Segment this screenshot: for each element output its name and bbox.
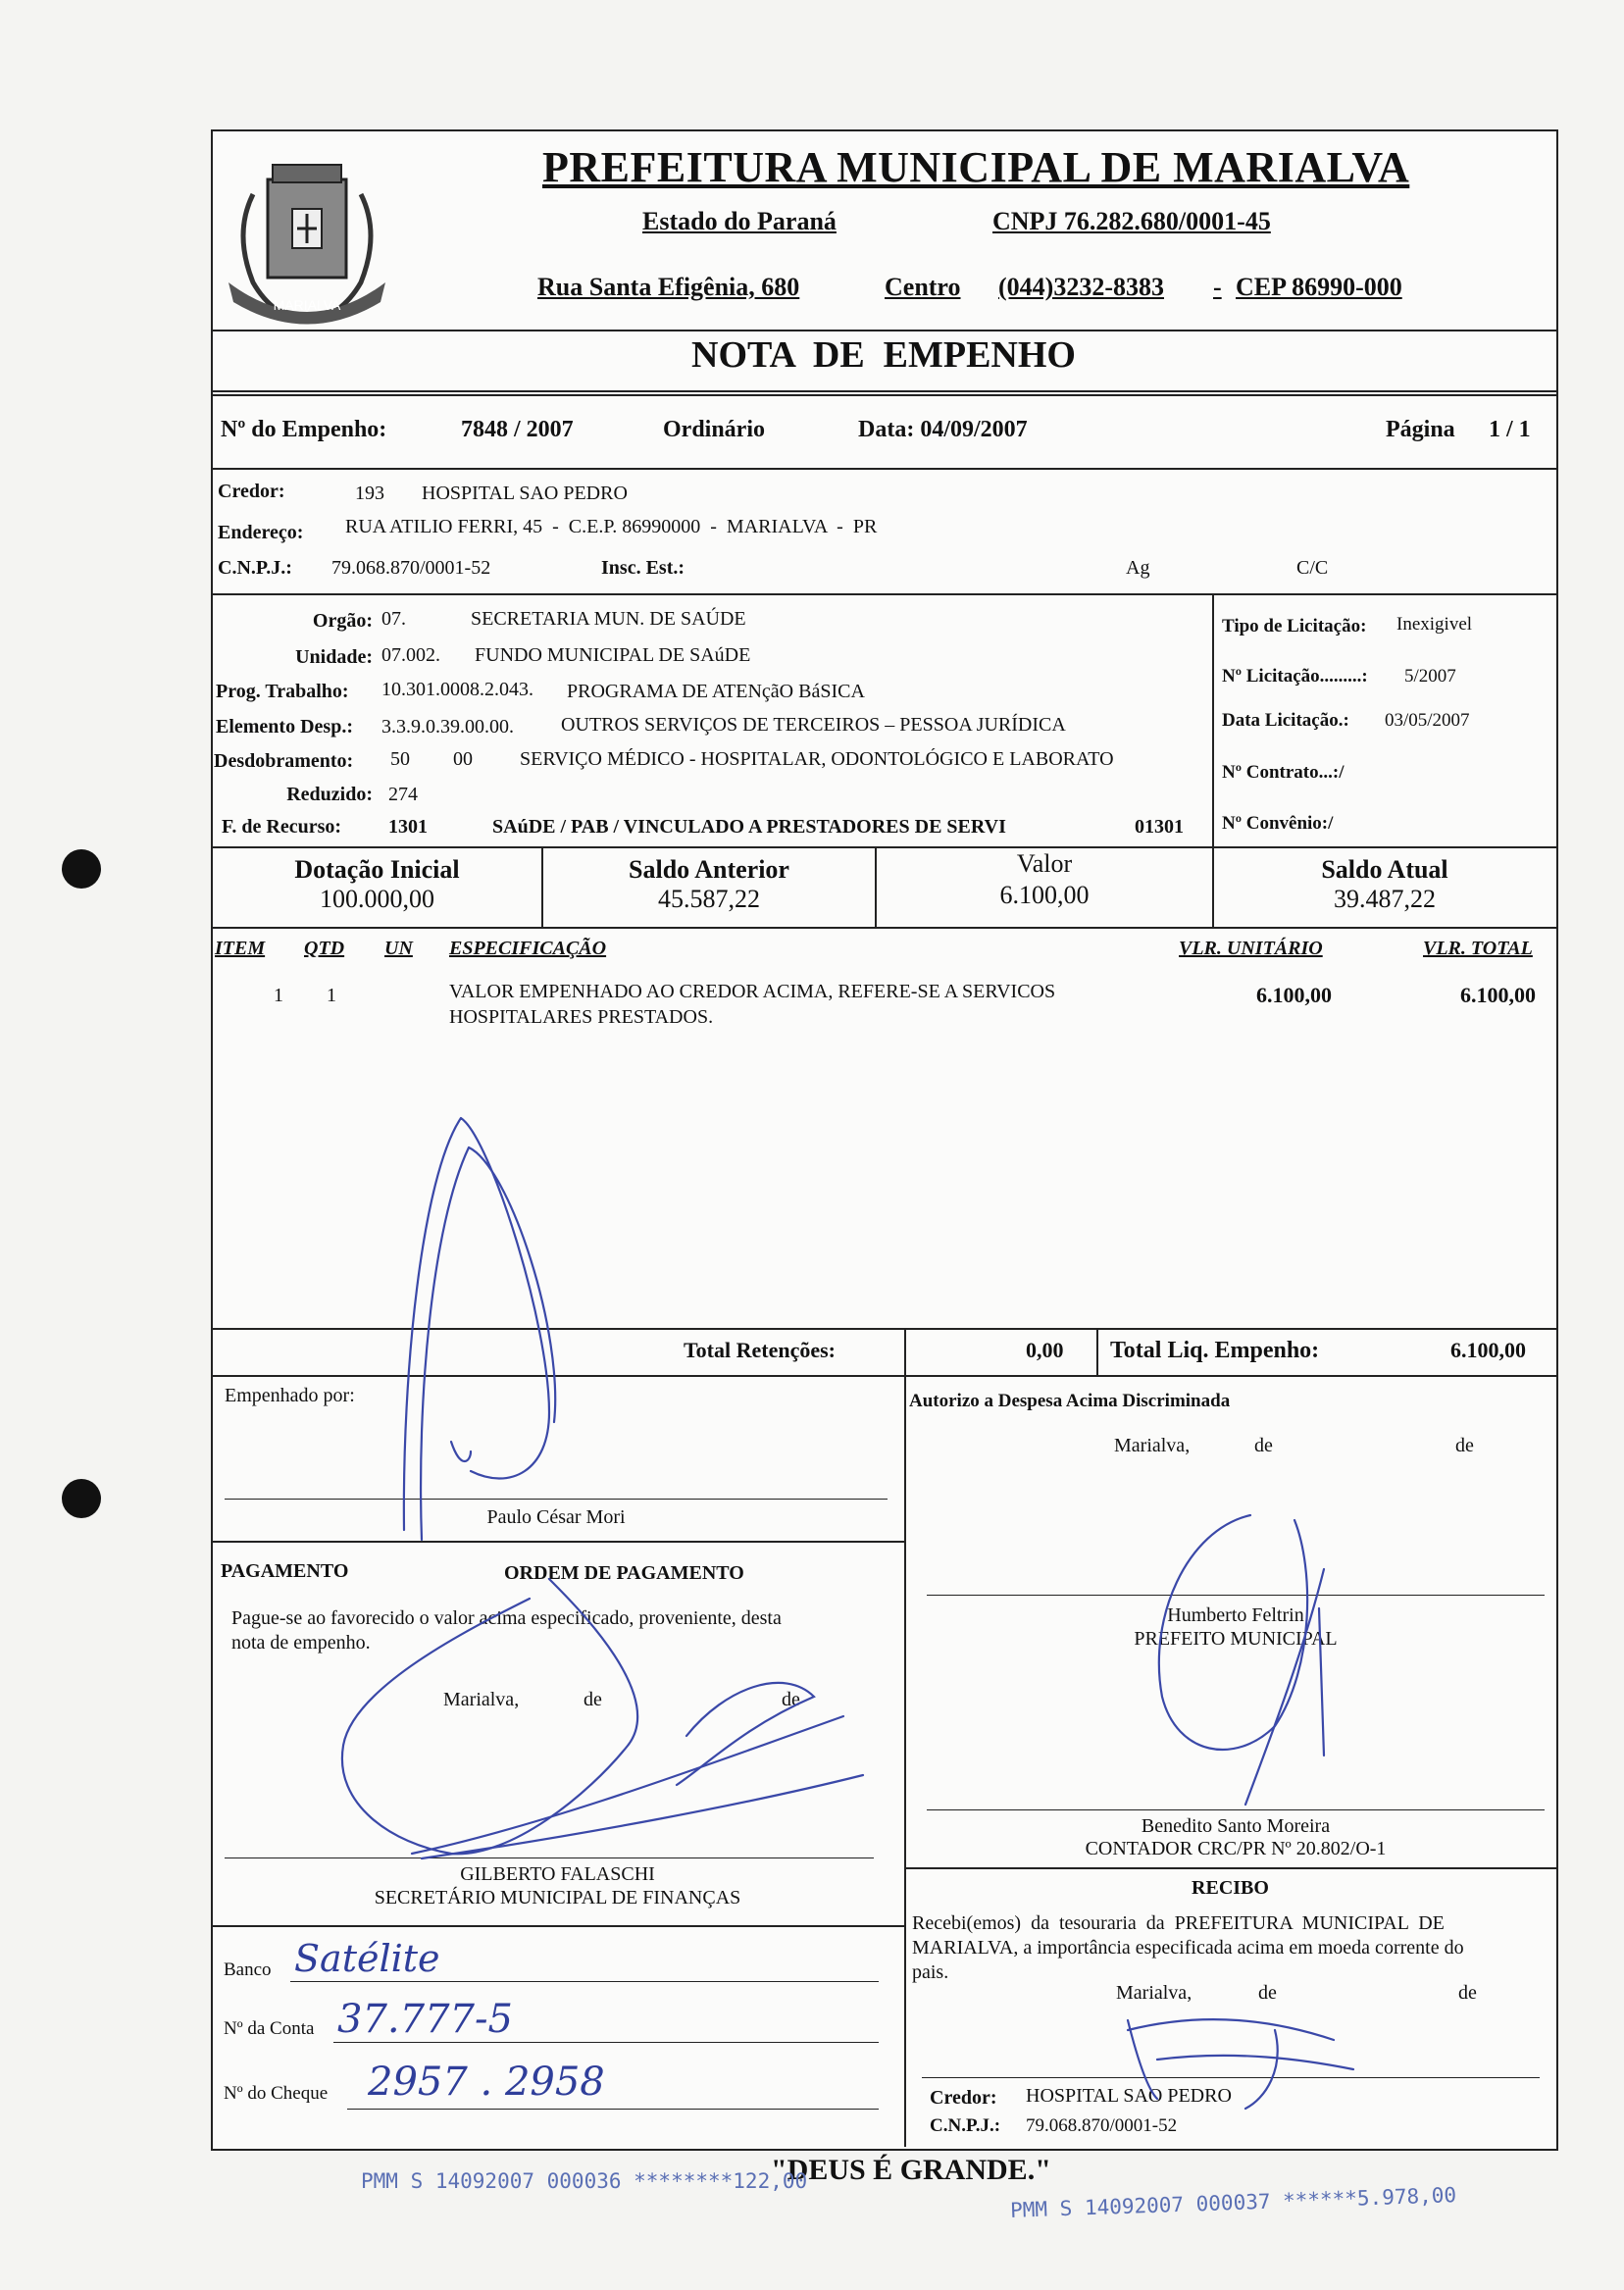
document-title: NOTA DE EMPENHO xyxy=(691,334,1076,376)
saldo-dotacao-inicial: Dotação Inicial 100.000,00 xyxy=(294,855,460,913)
unidade-code: 07.002. xyxy=(381,644,440,666)
page-label: Página xyxy=(1386,417,1455,442)
elemento-desp-code: 3.3.9.0.39.00.00. xyxy=(381,716,514,738)
credor-label: Credor: xyxy=(218,481,285,502)
pagamento-de2: de xyxy=(782,1689,800,1710)
reduzido-value: 274 xyxy=(388,784,418,805)
total-liq-label: Total Liq. Empenho: xyxy=(1110,1338,1320,1363)
unidade-value: FUNDO MUNICIPAL DE SAúDE xyxy=(475,644,751,666)
total-retencoes-value: 0,00 xyxy=(1026,1338,1064,1362)
punch-hole-bottom xyxy=(62,1479,101,1518)
tipo-licitacao-value: Inexigivel xyxy=(1396,614,1473,635)
recibo-de1: de xyxy=(1258,1982,1277,2004)
recibo-cnpj-value: 79.068.870/0001-52 xyxy=(1026,2115,1178,2136)
insc-est-label: Insc. Est.: xyxy=(601,557,685,579)
elemento-desp-label: Elemento Desp.: xyxy=(216,716,353,738)
fonte-recurso-code: 1301 xyxy=(388,816,428,838)
header-district: Centro xyxy=(885,273,961,301)
punch-hole-top xyxy=(62,849,101,889)
recibo-credor-value: HOSPITAL SAO PEDRO xyxy=(1026,2085,1232,2107)
header-cep: CEP 86990-000 xyxy=(1236,273,1402,301)
header-separator: - xyxy=(1213,273,1222,301)
desdobramento-label: Desdobramento: xyxy=(214,750,354,772)
ordem-pagamento-label: ORDEM DE PAGAMENTO xyxy=(504,1562,744,1584)
total-liq-value: 6.100,00 xyxy=(1450,1338,1526,1362)
desdobramento-code-a: 50 xyxy=(390,748,410,770)
contador-role: CONTADOR CRC/PR Nº 20.802/O-1 xyxy=(1085,1838,1387,1859)
bank-stamp-1: PMM S 14092007 000036 ********122,00 xyxy=(361,2169,808,2193)
empenho-number: 7848 / 2007 xyxy=(461,417,574,442)
empenho-type: Ordinário xyxy=(663,417,766,442)
data-licitacao-label: Data Licitação.: xyxy=(1222,710,1349,731)
header-address: Rua Santa Efigênia, 680 xyxy=(537,273,800,301)
pagamento-text-line1: Pague-se ao favorecido o valor acima especificado, proveniente, desta xyxy=(231,1607,782,1629)
col-item: ITEM xyxy=(215,938,266,959)
header-phone: (044)3232-8383 xyxy=(998,273,1164,301)
fonte-recurso-number: 01301 xyxy=(1135,816,1184,838)
empenho-date: Data: 04/09/2007 xyxy=(858,417,1028,442)
col-qtd: QTD xyxy=(304,938,345,959)
banco-label: Banco xyxy=(224,1959,272,1980)
total-retencoes-label: Total Retenções: xyxy=(684,1338,836,1362)
contador-name: Benedito Santo Moreira xyxy=(1141,1815,1331,1837)
empenho-label: Nº do Empenho: xyxy=(221,417,387,442)
orgao-label: Orgão: xyxy=(312,610,373,632)
elemento-desp-value: OUTROS SERVIÇOS DE TERCEIROS – PESSOA JURÍDICA xyxy=(561,714,1066,736)
credor-name: HOSPITAL SAO PEDRO xyxy=(422,483,628,504)
endereco-value: RUA ATILIO FERRI, 45 - C.E.P. 86990000 - MARIALVA - PR xyxy=(345,516,878,537)
cnpj-value: 79.068.870/0001-52 xyxy=(331,557,491,579)
recibo-text-line2: MARIALVA, a importância especificada acima em moeda corrente do xyxy=(912,1937,1464,1959)
col-un: UN xyxy=(384,938,413,959)
contrato-label: Nº Contrato...:/ xyxy=(1222,762,1345,783)
num-licitacao-value: 5/2007 xyxy=(1404,666,1456,687)
header-state: Estado do Paraná xyxy=(642,207,837,235)
desdobramento-value: SERVIÇO MÉDICO - HOSPITALAR, ODONTOLÓGICO E LABORATO xyxy=(520,748,1114,770)
endereco-label: Endereço: xyxy=(218,522,304,543)
conta-label: Nº da Conta xyxy=(224,2018,315,2039)
saldo-anterior: Saldo Anterior 45.587,22 xyxy=(629,855,789,913)
recibo-credor-label: Credor: xyxy=(930,2087,997,2109)
page-value: 1 / 1 xyxy=(1489,417,1531,442)
fonte-recurso-label: F. de Recurso: xyxy=(222,816,342,838)
saldo-atual: Saldo Atual 39.487,22 xyxy=(1321,855,1448,913)
pagamento-text-line2: nota de empenho. xyxy=(231,1632,371,1654)
fonte-recurso-value: SAúDE / PAB / VINCULADO A PRESTADORES DE SERVI xyxy=(492,816,1006,838)
cnpj-label: C.N.P.J.: xyxy=(218,557,292,579)
prefeito-name: Humberto Feltrin xyxy=(1167,1604,1304,1626)
orgao-code: 07. xyxy=(381,608,406,630)
orgao-value: SECRETARIA MUN. DE SAÚDE xyxy=(471,608,746,630)
item-number: 1 xyxy=(274,985,283,1006)
cheque-value: 2957 . 2958 xyxy=(368,2060,605,2105)
unidade-label: Unidade: xyxy=(295,646,373,668)
header-cnpj: CNPJ 76.282.680/0001-45 xyxy=(992,207,1271,235)
banco-value: Satélite xyxy=(294,1937,440,1980)
ag-label: Ag xyxy=(1126,557,1150,579)
item-especificacao-line2: HOSPITALARES PRESTADOS. xyxy=(449,1006,714,1028)
item-vlr-unitario: 6.100,00 xyxy=(1256,983,1332,1007)
desdobramento-code-b: 00 xyxy=(453,748,473,770)
num-licitacao-label: Nº Licitação.........: xyxy=(1222,666,1368,687)
pagamento-label: PAGAMENTO xyxy=(221,1560,349,1582)
empenhado-por-label: Empenhado por: xyxy=(225,1385,355,1406)
item-qtd: 1 xyxy=(327,985,336,1006)
footer-motto: "DEUS É GRANDE." xyxy=(771,2154,1051,2186)
col-especificacao: ESPECIFICAÇÃO xyxy=(449,938,607,959)
recibo-text-line3: pais. xyxy=(912,1961,949,1983)
pagamento-de1: de xyxy=(584,1689,602,1710)
recibo-cnpj-label: C.N.P.J.: xyxy=(930,2115,1001,2136)
conta-value: 37.777-5 xyxy=(337,1997,513,2042)
saldo-valor: Valor 6.100,00 xyxy=(999,849,1090,909)
convenio-label: Nº Convênio:/ xyxy=(1222,813,1334,834)
col-vlr-unitario: VLR. UNITÁRIO xyxy=(1179,938,1323,959)
cheque-label: Nº do Cheque xyxy=(224,2083,329,2104)
autorizo-city: Marialva, xyxy=(1114,1435,1191,1456)
recibo-de2: de xyxy=(1458,1982,1477,2004)
cc-label: C/C xyxy=(1296,557,1329,579)
pagamento-city: Marialva, xyxy=(443,1689,520,1710)
recibo-city: Marialva, xyxy=(1116,1982,1193,2004)
autorizo-de1: de xyxy=(1254,1435,1273,1456)
recibo-text-line1: Recebi(emos) da tesouraria da PREFEITURA MUNICIPAL DE xyxy=(912,1912,1445,1934)
header-title: PREFEITURA MUNICIPAL DE MARIALVA xyxy=(542,143,1410,191)
empenhado-por-name: Paulo César Mori xyxy=(486,1506,626,1528)
secretario-name: GILBERTO FALASCHI xyxy=(460,1863,655,1885)
prog-trabalho-label: Prog. Trabalho: xyxy=(216,681,349,702)
secretario-role: SECRETÁRIO MUNICIPAL DE FINANÇAS xyxy=(374,1887,741,1908)
item-especificacao-line1: VALOR EMPENHADO AO CREDOR ACIMA, REFERE-SE A SERVICOS xyxy=(449,981,1056,1002)
bank-stamp-2: PMM S 14092007 000037 ******5.978,00 xyxy=(1009,2183,1457,2222)
municipal-crest-icon xyxy=(214,135,400,331)
prog-trabalho-value: PROGRAMA DE ATENçãO BáSICA xyxy=(567,681,865,702)
autorizo-de2: de xyxy=(1455,1435,1474,1456)
tipo-licitacao-label: Tipo de Licitação: xyxy=(1222,616,1367,636)
col-vlr-total: VLR. TOTAL xyxy=(1423,938,1533,959)
credor-code: 193 xyxy=(355,483,384,504)
prog-trabalho-code: 10.301.0008.2.043. xyxy=(381,679,533,700)
prefeito-role: PREFEITO MUNICIPAL xyxy=(1134,1628,1338,1650)
reduzido-label: Reduzido: xyxy=(286,784,373,805)
data-licitacao-value: 03/05/2007 xyxy=(1385,710,1470,731)
crest-banner-text: MARIALVA xyxy=(273,297,341,313)
autorizo-label: Autorizo a Despesa Acima Discriminada xyxy=(909,1391,1231,1411)
item-vlr-total: 6.100,00 xyxy=(1460,983,1536,1007)
recibo-label: RECIBO xyxy=(1192,1877,1269,1899)
